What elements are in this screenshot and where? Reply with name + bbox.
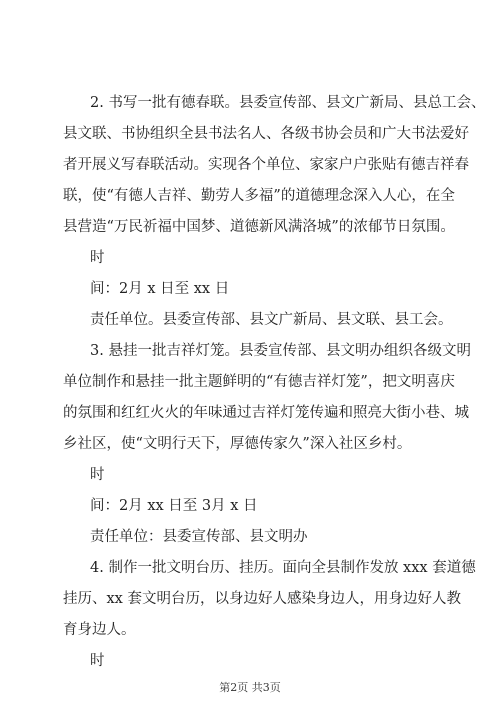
text-line: 县营造“万民祈福中国梦、道德新风满洛城”的浓郁节日氛围。 <box>63 219 455 235</box>
text-line: 乡社区，使“文明行天下，厚德传家久”深入社区乡村。 <box>63 436 412 452</box>
page-number: 第2页 共3页 <box>219 681 281 694</box>
text-line: 时 <box>90 250 105 266</box>
text-line: 间：2月 x 日至 xx 日 <box>90 281 230 297</box>
text-line: 责任单位：县委宣传部、县文明办 <box>90 529 308 545</box>
text-line: 间：2月 xx 日至 3月 x 日 <box>90 498 258 514</box>
text-line: 挂历、xx 套文明台历，以身边好人感染身边人，用身边好人教 <box>63 591 461 607</box>
text-line: 责任单位。县委宣传部、县文广新局、县文联、县工会。 <box>90 312 453 328</box>
text-line: 育身边人。 <box>63 622 136 638</box>
text-line: 4. 制作一批文明台历、挂历。面向全县制作发放 xxx 套道德 <box>90 560 476 576</box>
text-line: 单位制作和悬挂一批主题鲜明的“有德吉祥灯笼”，把文明喜庆 <box>63 374 455 390</box>
text-line: 时 <box>90 653 105 669</box>
text-line: 3. 悬挂一批吉祥灯笼。县委宣传部、县文明办组织各级文明 <box>90 343 471 359</box>
text-line: 2. 书写一批有德春联。县委宣传部、县文广新局、县总工会、 <box>90 95 486 111</box>
text-line: 的氛围和红红火火的年味通过吉祥灯笼传遍和照亮大街小巷、城 <box>63 405 469 421</box>
text-line: 者开展义写春联活动。实现各个单位、家家户户张贴有德吉祥春 <box>63 157 469 173</box>
text-line: 时 <box>90 467 105 483</box>
text-line: 县文联、书协组织全县书法名人、各级书协会员和广大书法爱好 <box>63 126 469 142</box>
text-line: 联，使“有德人吉祥、勤劳人多福”的道德理念深入人心，在全 <box>63 188 455 204</box>
